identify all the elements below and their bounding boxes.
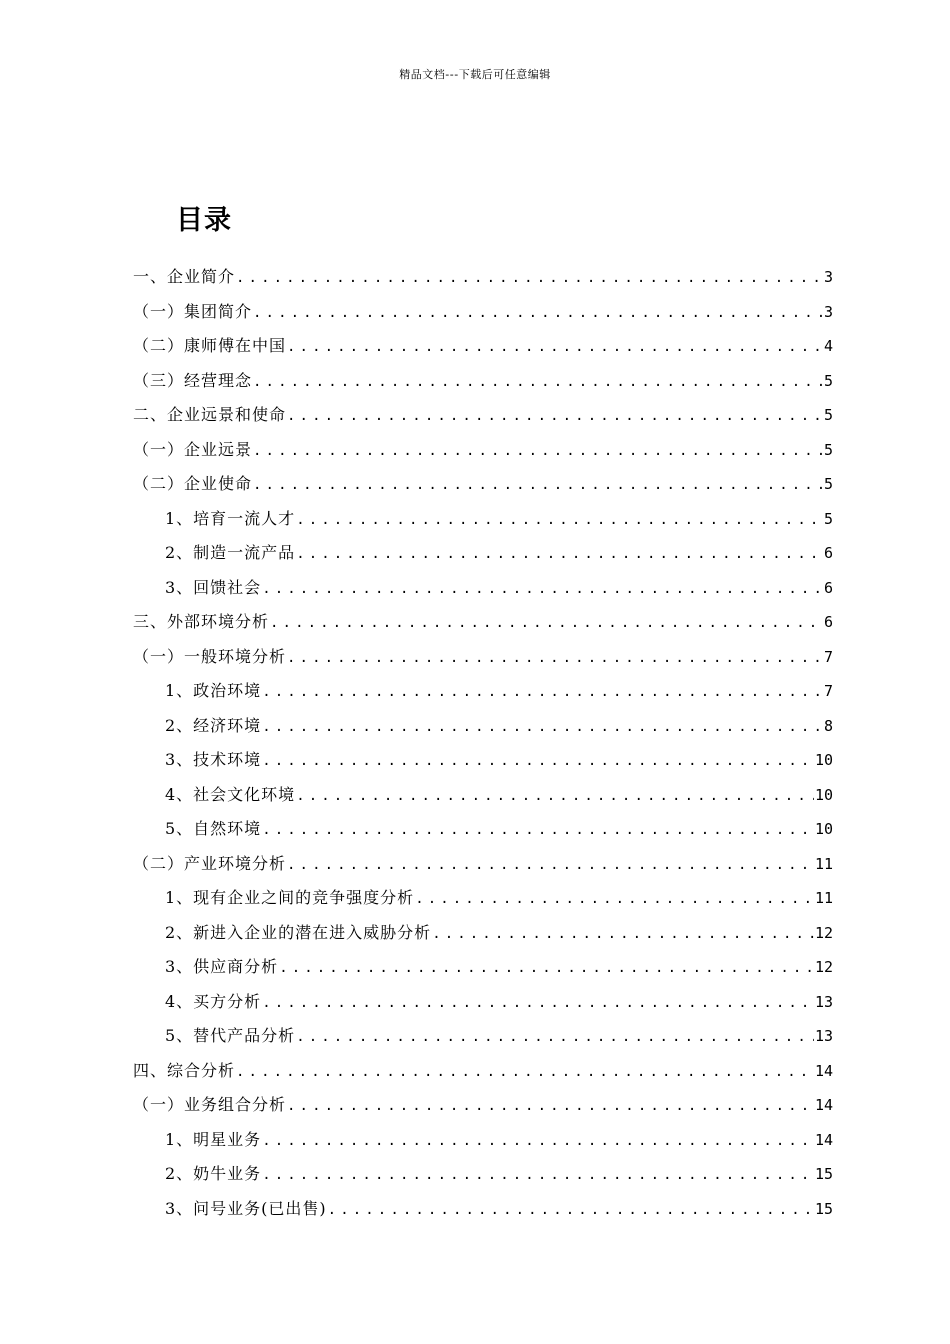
toc-entry[interactable] (133, 536, 833, 571)
toc-entry-label: 2、经济环境 (165, 715, 262, 735)
toc-entry-label: 3、技术环境 (165, 750, 262, 769)
toc-entry-label: 三、外部环境分析 (133, 612, 270, 631)
toc-entry[interactable] (133, 847, 833, 882)
toc-entry-page: 5 (823, 406, 833, 424)
toc-entry[interactable] (133, 295, 833, 330)
toc-leader-dots (253, 434, 823, 468)
toc-leader-dots (262, 572, 823, 606)
toc-entry-label: （一）一般环境分析 (133, 646, 287, 666)
toc-entry[interactable] (133, 1192, 833, 1227)
toc-leader-dots (262, 1124, 814, 1158)
toc-entry-label: （二）产业环境分析 (133, 853, 287, 873)
toc-entry-label: 一、企业简介 (133, 267, 236, 286)
toc-leader-dots (432, 917, 814, 951)
toc-entry[interactable] (133, 398, 833, 433)
toc-leader-dots (262, 710, 823, 744)
toc-entry-page: 8 (823, 716, 833, 735)
toc-entry[interactable] (133, 985, 833, 1020)
toc-leader-dots (262, 1158, 814, 1192)
toc-entry-page: 6 (823, 613, 833, 631)
toc-entry-page: 5 (823, 475, 833, 493)
toc-leader-dots (296, 537, 823, 571)
toc-entry-page: 3 (823, 268, 833, 286)
toc-entry-label: （二）康师傅在中国 (133, 336, 287, 355)
toc-entry-label: （一）集团简介 (133, 301, 253, 321)
toc-entry-page: 12 (814, 923, 833, 942)
toc-leader-dots (236, 261, 823, 295)
toc-entry-label: 1、政治环境 (165, 681, 262, 700)
toc-entry[interactable] (133, 881, 833, 916)
toc-entry-page: 14 (814, 1096, 833, 1114)
toc-entry[interactable] (133, 571, 833, 606)
toc-entry[interactable] (133, 605, 833, 640)
toc-entry-page: 6 (823, 544, 833, 562)
toc-leader-dots (287, 848, 814, 882)
toc-entry-page: 7 (823, 647, 833, 666)
toc-leader-dots (262, 986, 814, 1020)
toc-entry-label: 1、培育一流人才 (165, 508, 296, 528)
toc-entry[interactable] (133, 640, 833, 675)
toc-entry[interactable] (133, 260, 833, 295)
toc-leader-dots (236, 1055, 814, 1089)
toc-entry-label: 5、自然环境 (165, 819, 262, 838)
toc-entry[interactable] (133, 1019, 833, 1054)
toc-entry-page: 5 (823, 509, 833, 528)
toc-entry[interactable] (133, 812, 833, 847)
toc-entry-label: 5、替代产品分析 (165, 1026, 296, 1045)
toc-entry[interactable] (133, 1123, 833, 1158)
toc-entry-label: （一）企业远景 (133, 439, 253, 459)
toc-leader-dots (287, 1089, 814, 1123)
toc-entry[interactable] (133, 1157, 833, 1192)
toc-leader-dots (253, 365, 823, 399)
toc-leader-dots (287, 641, 823, 675)
toc-leader-dots (262, 675, 823, 709)
toc-entry-page: 13 (814, 992, 833, 1011)
table-of-contents (133, 260, 833, 1226)
toc-entry-page: 10 (814, 820, 833, 838)
toc-entry[interactable] (133, 743, 833, 778)
toc-entry[interactable] (133, 433, 833, 468)
toc-entry-page: 10 (814, 751, 833, 769)
toc-entry-label: 1、明星业务 (165, 1129, 262, 1149)
toc-entry[interactable] (133, 1054, 833, 1089)
toc-entry[interactable] (133, 950, 833, 985)
toc-entry-label: （一）业务组合分析 (133, 1095, 287, 1114)
toc-entry-page: 10 (814, 785, 833, 804)
toc-entry[interactable] (133, 364, 833, 399)
toc-entry-label: （三）经营理念 (133, 370, 253, 390)
toc-entry-page: 5 (823, 440, 833, 459)
toc-entry-label: 4、买方分析 (165, 991, 262, 1011)
toc-entry[interactable] (133, 329, 833, 364)
toc-entry[interactable] (133, 1088, 833, 1123)
toc-entry-page: 5 (823, 371, 833, 390)
toc-leader-dots (296, 503, 823, 537)
toc-entry-label: 二、企业远景和使命 (133, 405, 287, 424)
toc-entry-page: 3 (823, 302, 833, 321)
toc-leader-dots (415, 882, 814, 916)
toc-entry-label: 2、奶牛业务 (165, 1164, 262, 1183)
toc-entry-label: （二）企业使命 (133, 474, 253, 493)
toc-entry-page: 15 (814, 1199, 833, 1218)
toc-entry-page: 15 (814, 1165, 833, 1183)
toc-leader-dots (253, 468, 823, 502)
toc-leader-dots (253, 296, 823, 330)
toc-title: 目录 (176, 205, 232, 236)
toc-entry-label: 2、制造一流产品 (165, 543, 296, 562)
toc-entry-label: 2、新进入企业的潜在进入威胁分析 (165, 922, 432, 942)
toc-entry[interactable] (133, 467, 833, 502)
toc-entry-label: 4、社会文化环境 (165, 784, 296, 804)
toc-leader-dots (279, 951, 814, 985)
toc-entry[interactable] (133, 916, 833, 951)
toc-entry-page: 6 (823, 578, 833, 597)
toc-leader-dots (296, 779, 814, 813)
toc-entry-page: 14 (814, 1130, 833, 1149)
toc-entry-page: 14 (814, 1061, 833, 1080)
toc-entry[interactable] (133, 709, 833, 744)
toc-leader-dots (262, 744, 814, 778)
toc-entry-label: 3、供应商分析 (165, 957, 279, 976)
toc-entry-label: 1、现有企业之间的竞争强度分析 (165, 888, 415, 907)
toc-entry[interactable] (133, 674, 833, 709)
toc-entry[interactable] (133, 502, 833, 537)
toc-entry-page: 13 (814, 1027, 833, 1045)
toc-entry-label: 四、综合分析 (133, 1060, 236, 1080)
toc-leader-dots (262, 813, 814, 847)
toc-entry-page: 11 (814, 854, 833, 873)
page-header: 精品文档---下载后可任意编辑 (399, 68, 551, 81)
toc-leader-dots (287, 399, 823, 433)
toc-leader-dots (270, 606, 823, 640)
toc-entry-page: 4 (823, 337, 833, 355)
toc-leader-dots (328, 1193, 814, 1227)
toc-entry-page: 7 (823, 682, 833, 700)
toc-leader-dots (296, 1020, 814, 1054)
toc-entry-page: 12 (814, 958, 833, 976)
toc-entry-page: 11 (814, 889, 833, 907)
toc-entry[interactable] (133, 778, 833, 813)
toc-entry-label: 3、问号业务(已出售) (165, 1198, 327, 1218)
toc-entry-label: 3、回馈社会 (165, 577, 262, 597)
toc-leader-dots (287, 330, 823, 364)
